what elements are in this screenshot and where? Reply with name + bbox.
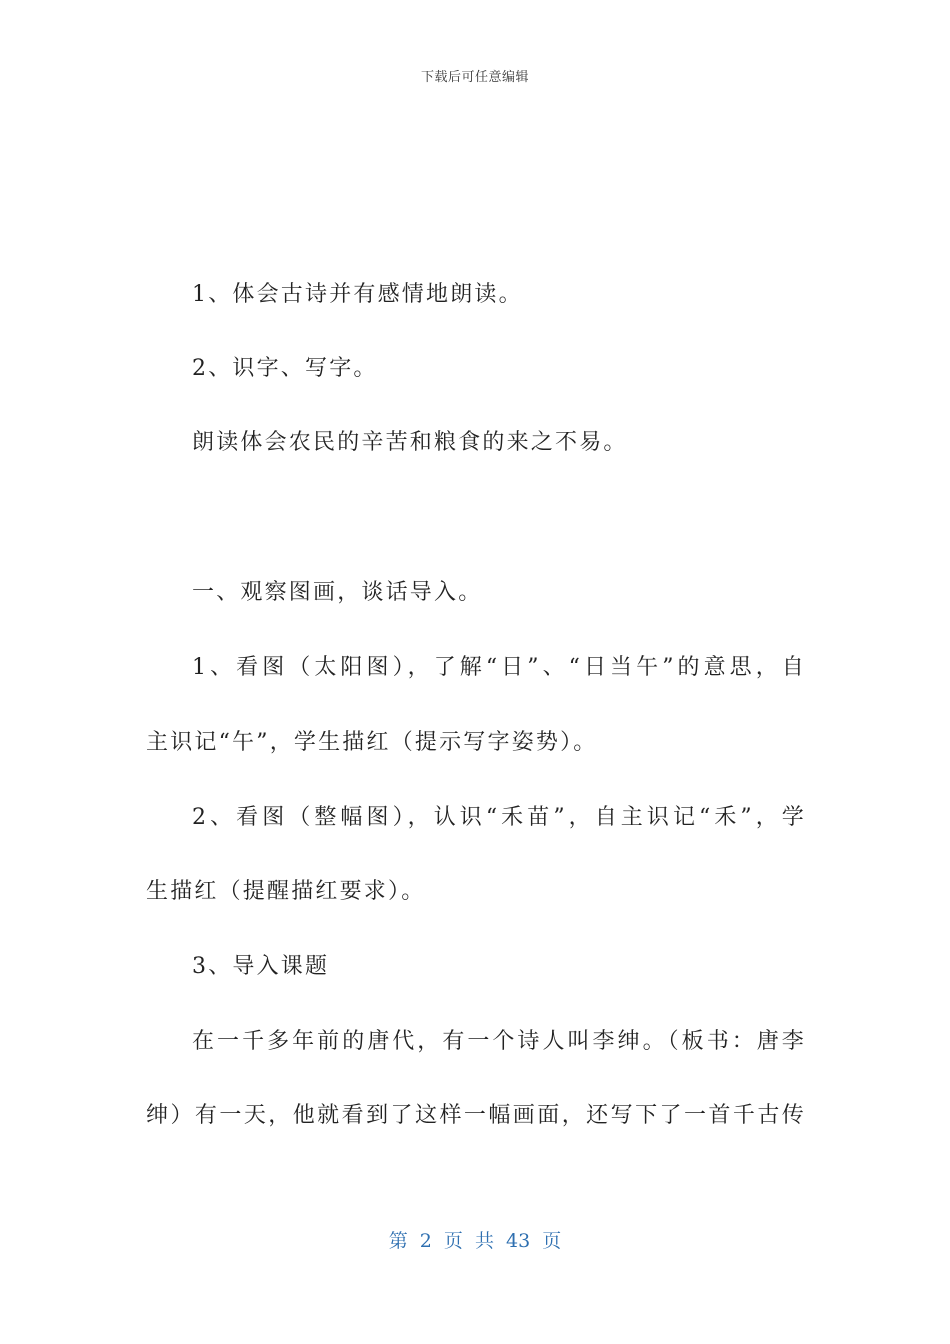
text-line: 在一千多年前的唐代，有一个诗人叫李绅。（板书：唐李 xyxy=(192,1029,806,1054)
text-line: 2、识字、写字。 xyxy=(192,356,378,381)
page-number: 第 2 页 共 43 页 xyxy=(388,1230,562,1252)
header-note: 下载后可任意编辑 xyxy=(420,70,529,85)
text-line: 2、看图（整幅图），认识“禾苗”，自主识记“禾”，学 xyxy=(192,805,806,830)
section-heading: 一、观察图画，谈话导入。 xyxy=(192,580,483,605)
text-line: 1、体会古诗并有感情地朗读。 xyxy=(192,282,523,307)
text-line: 生描红（提醒描红要求）。 xyxy=(146,879,426,904)
text-line: 1、看图（太阳图），了解“日”、“日当午”的意思，自 xyxy=(192,655,806,680)
text-line: 朗读体会农民的辛苦和粮食的来之不易。 xyxy=(192,430,628,455)
text-line: 绅）有一天，他就看到了这样一幅画面，还写下了一首千古传 xyxy=(146,1103,806,1128)
text-line: 主识记“午”，学生描红（提示写字姿势）。 xyxy=(146,730,598,755)
text-line: 3、导入课题 xyxy=(192,954,330,979)
